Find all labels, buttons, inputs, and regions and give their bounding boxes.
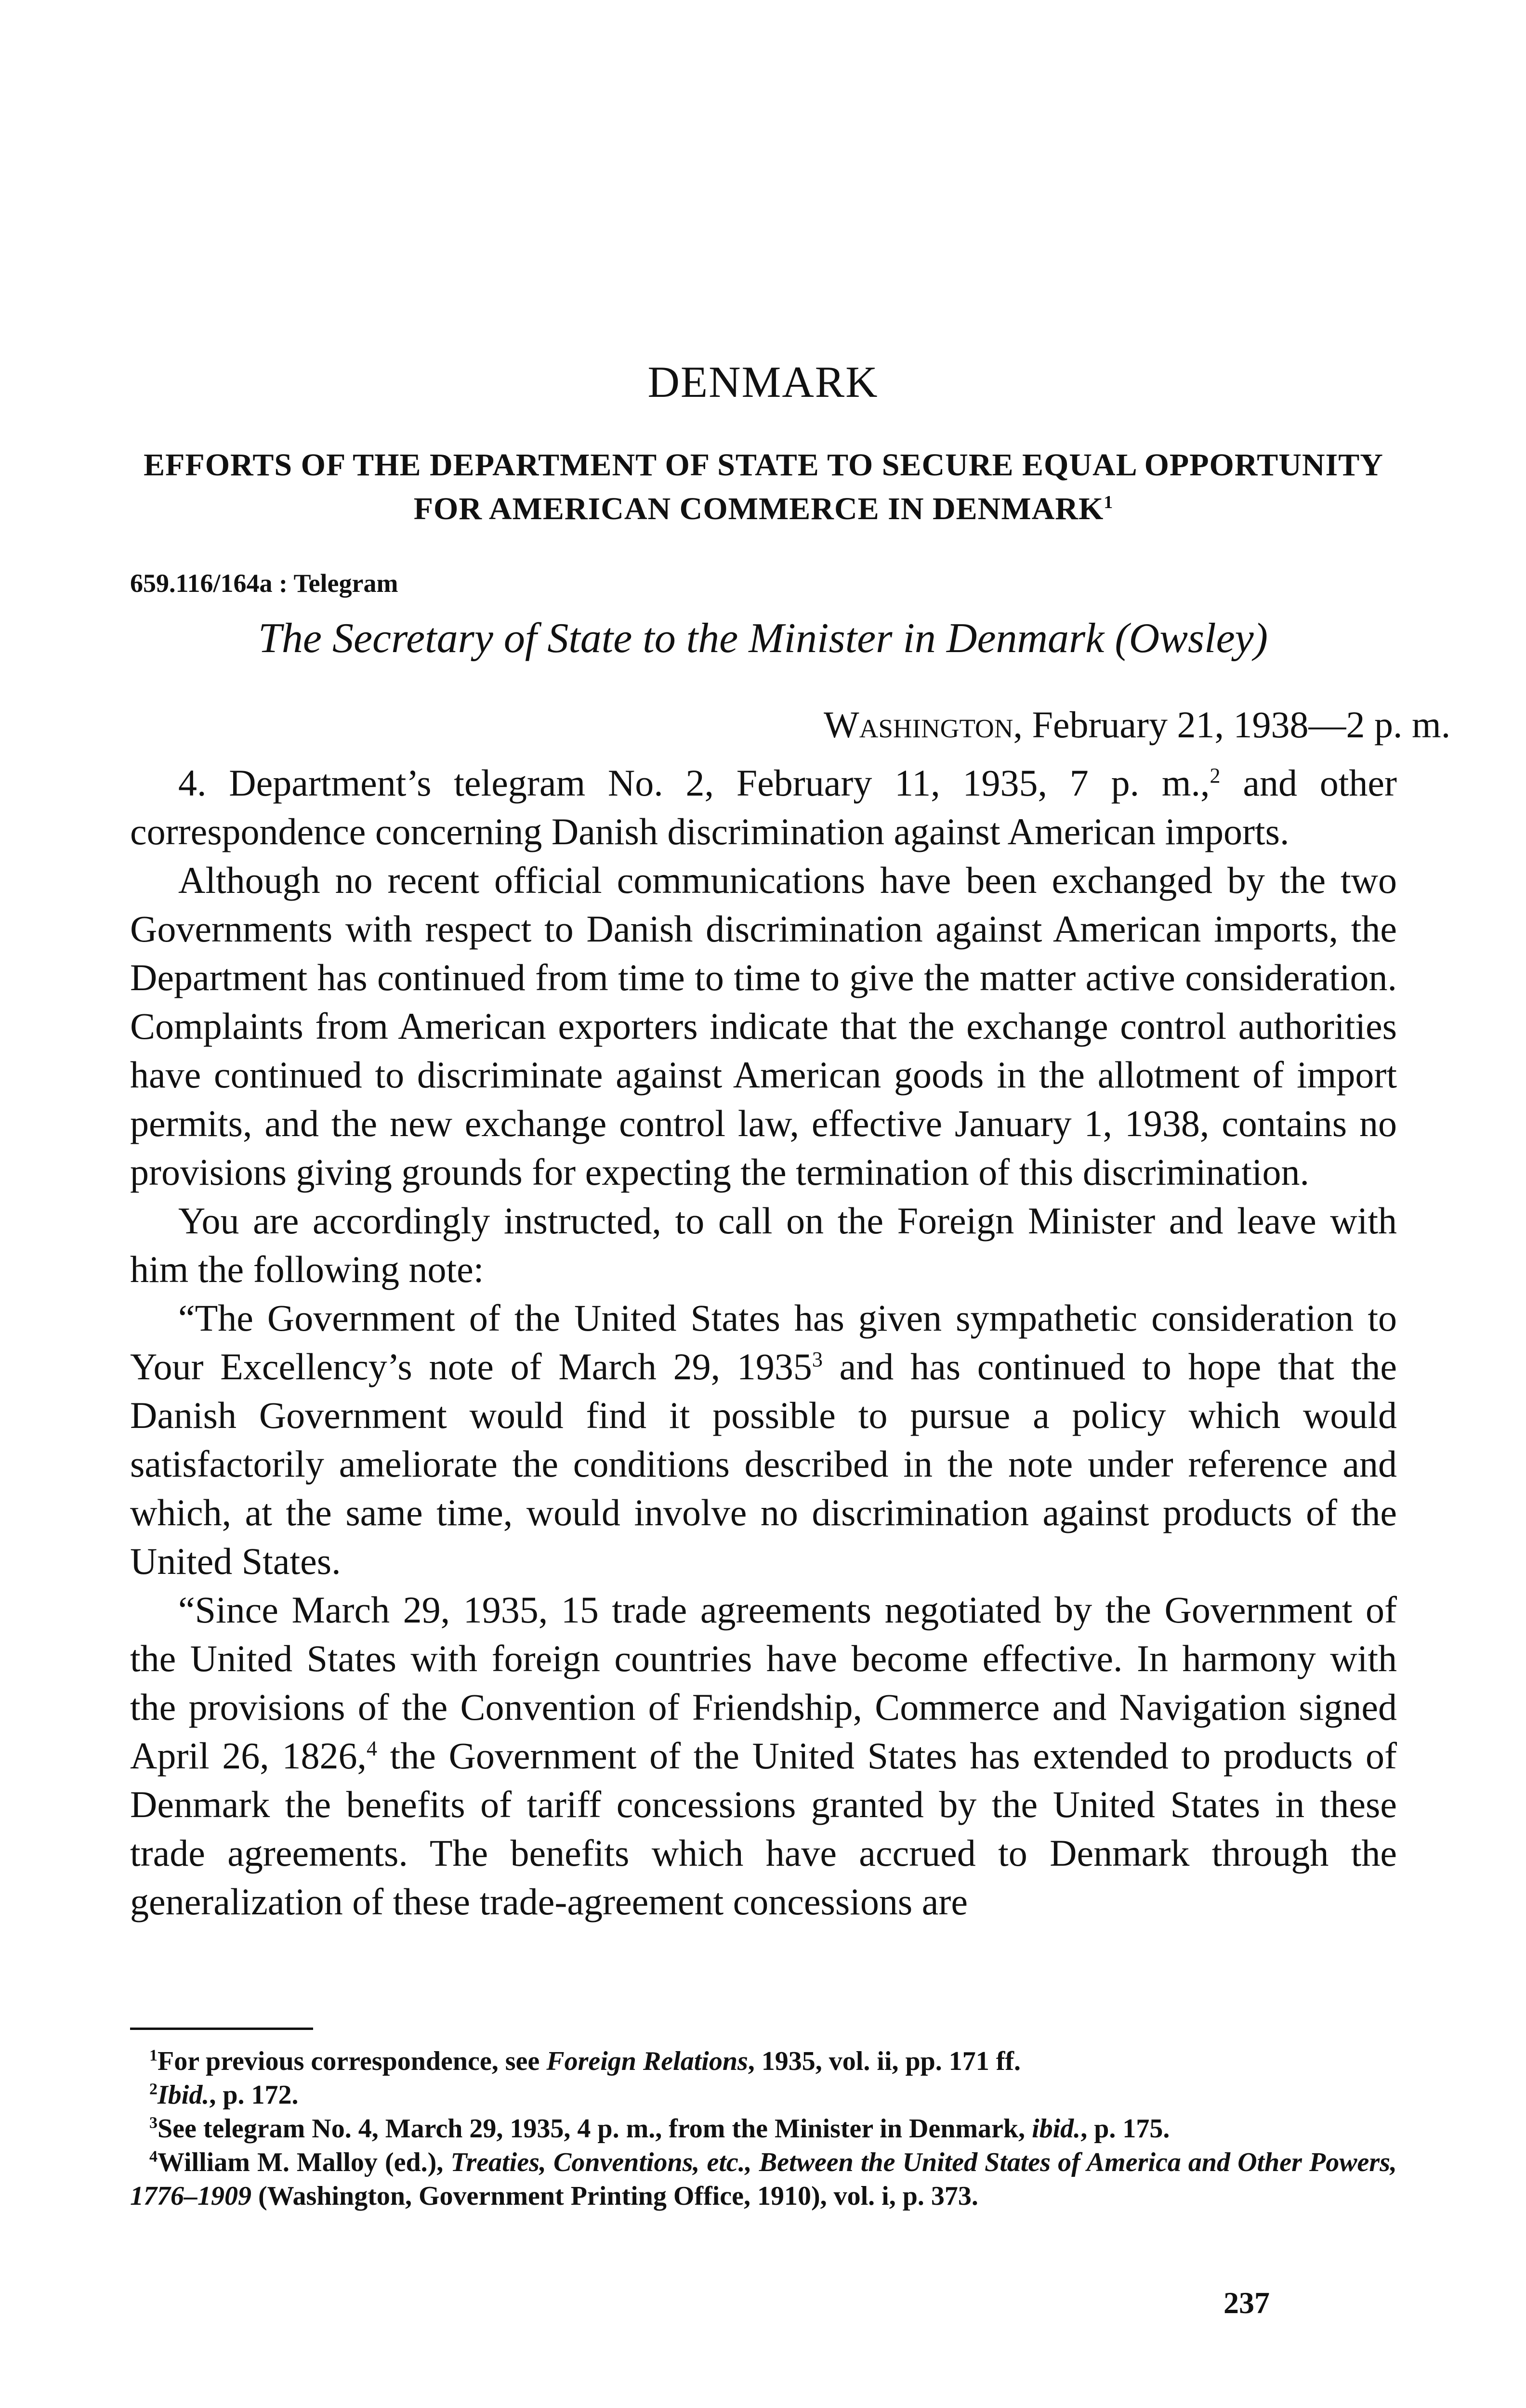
- footnote-text: For previous correspondence, see: [158, 2046, 547, 2076]
- document-reference: 659.116/164a : Telegram: [130, 569, 398, 598]
- footnote-text: , p. 175.: [1080, 2114, 1170, 2144]
- footnote-title: Treaties, Conventions, etc., Between the United States of America and Other Powers, 1776–1909: [130, 2147, 1397, 2211]
- footnote-marker: 3: [812, 1348, 823, 1371]
- footnote-marker: 4: [366, 1737, 377, 1760]
- footnote-title: Foreign Relations: [546, 2046, 748, 2076]
- dateline-place: Washington,: [824, 704, 1023, 746]
- footnote-mark: 3: [149, 2114, 158, 2132]
- paragraph-text: and other correspondence concerning Danish discrimination against American imports.: [130, 762, 1397, 852]
- footnote-title: ibid.: [1032, 2114, 1081, 2144]
- quoted-paragraph: [130, 1294, 1397, 1585]
- body-text: [130, 759, 1397, 1926]
- paragraph-text: 4. Department’s telegram No. 2, February 11, 1935, 7 p. m.,: [178, 762, 1210, 804]
- section-title: [130, 443, 1397, 531]
- document-title: The Secretary of State to the Minister in Denmark (Owsley): [258, 615, 1268, 662]
- dateline-date: February 21, 1938—2 p. m.: [1032, 704, 1451, 746]
- footnote-divider: [130, 2028, 313, 2030]
- footnote-text: William M. Malloy (ed.),: [158, 2147, 451, 2177]
- footnote: [130, 2146, 1397, 2213]
- paragraph: Although no recent official communications have been exchanged by the two Governments with respect to Danish discrimination against American imports, the Department has continued from time to time to give the matter active consideration. Complaints from American exporters indicate that the exchange control authorities have continued to discriminate against American goods in the allotment of import permits, and the new exchange control law, effective January 1, 1938, contains no provisions giving grounds for expecting the termination of this discrimination.: [130, 859, 1397, 1193]
- paragraph: [130, 759, 1397, 856]
- footnote: [130, 2044, 1397, 2078]
- paragraph: You are accordingly instructed, to call on the Foreign Minister and leave with him the following note:: [130, 1200, 1397, 1290]
- paragraph-text: “The Government of the United States has given sympathetic consideration to Your Excellency’s note of March 29, 1935: [130, 1297, 1397, 1387]
- footnote-text: , p. 172.: [209, 2080, 299, 2110]
- footnote-mark: 4: [149, 2147, 158, 2166]
- footnote: [130, 2078, 1397, 2112]
- footnote-text: (Washington, Government Printing Office, 1910), vol. i, p. 373.: [251, 2181, 978, 2211]
- footnote-text: See telegram No. 4, March 29, 1935, 4 p. m., from the Minister in Denmark,: [158, 2114, 1032, 2144]
- paragraph-text: and has continued to hope that the Danish Government would find it possible to pursue a policy which would satisfactorily ameliorate the conditions described in the note under reference and which, at the same time, would involve no discrimination against products of the United States.: [130, 1346, 1397, 1582]
- footnote-title: Ibid.: [158, 2080, 210, 2110]
- country-heading: DENMARK: [647, 357, 879, 406]
- footnotes: [130, 2044, 1397, 2213]
- footnote-mark: 2: [149, 2080, 158, 2098]
- section-title-text: EFFORTS OF THE DEPARTMENT OF STATE TO SECURE EQUAL OPPORTUNITY FOR AMERICAN COMMERCE IN DENMARK: [144, 447, 1383, 527]
- footnote-marker: 1: [1104, 492, 1114, 513]
- footnote-text: , 1935, vol. ii, pp. 171 ff.: [748, 2046, 1021, 2076]
- page-number: 237: [1223, 2286, 1270, 2320]
- footnote-marker: 2: [1210, 764, 1221, 787]
- footnote: [130, 2112, 1397, 2146]
- dateline: [824, 703, 1450, 746]
- paragraph-text: “Since March 29, 1935, 15 trade agreements negotiated by the Government of the United States with foreign countries have become effective. In harmony with the provisions of the Convention of Friendship, Commerce and Navigation signed April 26, 1826,: [130, 1589, 1397, 1777]
- paragraph-text: the Government of the United States has extended to products of Denmark the benefits of tariff concessions granted by the United States in these trade agreements. The benefits which have accrued to Denmark through the generalization of these trade-agreement concessions are: [130, 1735, 1397, 1923]
- footnote-mark: 1: [149, 2046, 158, 2065]
- quoted-paragraph: [130, 1585, 1397, 1926]
